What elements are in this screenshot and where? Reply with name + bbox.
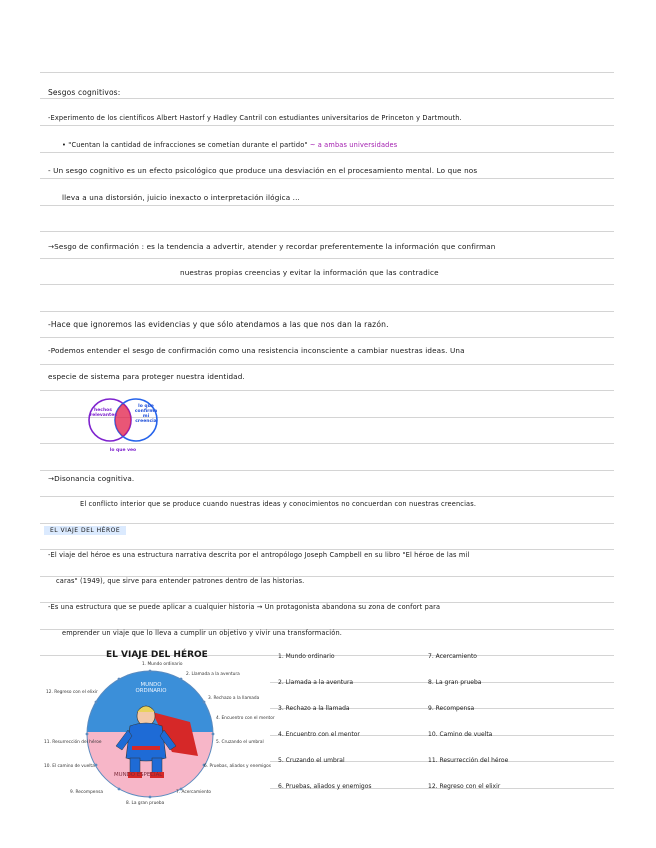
diagram-step: 11. Resurrección del héroe bbox=[44, 740, 102, 745]
diagram-step: 2. Llamada a la aventura bbox=[186, 672, 240, 677]
list-item: 10. Camino de vuelta bbox=[428, 731, 493, 738]
diagram-step: 6. Pruebas, aliados y enemigos bbox=[204, 764, 271, 769]
venn-caption: lo que veo bbox=[109, 448, 137, 453]
diagram-step: 8. La gran prueba bbox=[126, 801, 165, 806]
list-item: 4. Encuentro con el mentor bbox=[278, 731, 360, 738]
section-label bbox=[44, 525, 126, 535]
list-item: 8. La gran prueba bbox=[428, 679, 482, 686]
notes-line: El conflicto interior que se produce cuando nuestras ideas y conocimientos no concuerdan con nuestras creencias. bbox=[80, 500, 477, 508]
list-item: 1. Mundo ordinario bbox=[278, 653, 335, 660]
special-world-label: MUNDO ESPECIAL bbox=[114, 772, 163, 778]
diagram-step: 4. Encuentro con el mentor bbox=[216, 716, 275, 721]
notes-line: emprender un viaje que lo lleva a cumplir un objetivo y vivir una transformación. bbox=[62, 629, 343, 637]
list-item: 2. Llamada a la aventura bbox=[278, 679, 354, 686]
list-item: 9. Recompensa bbox=[428, 705, 475, 712]
notes-line: →Disonancia cognitiva. bbox=[48, 474, 135, 483]
notes-line: especie de sistema para proteger nuestra identidad. bbox=[48, 372, 245, 381]
notes-line: -Es una estructura que se puede aplicar a cualquier historia → Un protagonista abandona su zona de confort para bbox=[48, 603, 441, 611]
diagram-step: 7. Acercamiento bbox=[176, 790, 212, 795]
list-item: 12. Regreso con el elixir bbox=[428, 783, 501, 790]
venn-left-label: hechos relevantes bbox=[90, 408, 117, 418]
notes-line: →Sesgo de confirmación : es la tendencia a advertir, atender y recordar preferentemente la información que confirman bbox=[48, 242, 496, 251]
list-item: 5. Cruzando el umbral bbox=[278, 757, 345, 764]
quote-text: • "Cuentan la cantidad de infracciones se cometían durante el partido" bbox=[62, 141, 308, 149]
notes-line: - Un sesgo cognitivo es un efecto psicológico que produce una desviación en el procesamiento mental. Lo que nos bbox=[48, 166, 478, 175]
notes-line bbox=[62, 141, 397, 150]
diagram-step: 5. Cruzando el umbral bbox=[216, 740, 264, 745]
diagram-step: 9. Recompensa bbox=[70, 790, 104, 795]
section-label-text: EL VIAJE DEL HÉROE bbox=[44, 526, 126, 535]
list-item: 7. Acercamiento bbox=[428, 653, 477, 660]
notes-heading: Sesgos cognitivos: bbox=[48, 88, 121, 97]
venn-right-label: lo que confirma mi creencia bbox=[134, 404, 158, 424]
notes-line: -Experimento de los científicos Albert Hastorf y Hadley Cantril con estudiantes universitarios de Princeton y Dartmouth. bbox=[48, 114, 462, 122]
diagram-title: EL VIAJE DEL HÉROE bbox=[106, 650, 208, 660]
venn-svg bbox=[80, 392, 170, 456]
diagram-step: 1. Mundo ordinario bbox=[142, 662, 183, 667]
venn-diagram bbox=[80, 392, 170, 456]
list-item: 6. Pruebas, aliados y enemigos bbox=[278, 783, 372, 790]
diagram-step: 10. El camino de vuelta bbox=[44, 764, 95, 769]
notes-line: caras" (1949), que sirve para entender patrones dentro de las historias. bbox=[56, 577, 305, 585]
notes-line: -El viaje del héroe es una estructura narrativa descrita por el antropólogo Joseph Campbell en su libro "El héroe de las mil bbox=[48, 551, 470, 559]
ordinary-world-label: MUNDO ORDINARIO bbox=[135, 682, 167, 694]
list-item: 3. Rechazo a la llamada bbox=[278, 705, 350, 712]
notes-line: lleva a una distorsión, juicio inexacto o interpretación ilógica ... bbox=[62, 193, 300, 202]
hero-journey-diagram bbox=[40, 660, 275, 810]
notes-line: nuestras propias creencias y evitar la información que las contradice bbox=[180, 268, 439, 277]
notes-line: -Hace que ignoremos las evidencias y que sólo atendamos a las que nos dan la razón. bbox=[48, 320, 389, 329]
notes-line: -Podemos entender el sesgo de confirmación como una resistencia inconsciente a cambiar nuestras ideas. Una bbox=[48, 346, 465, 355]
quote-annotation: ~ a ambas universidades bbox=[309, 141, 398, 149]
list-item: 11. Resurrección del héroe bbox=[428, 757, 509, 764]
diagram-step: 12. Regreso con el elixir bbox=[46, 690, 98, 695]
diagram-step: 3. Rechazo a la llamada bbox=[208, 696, 260, 701]
